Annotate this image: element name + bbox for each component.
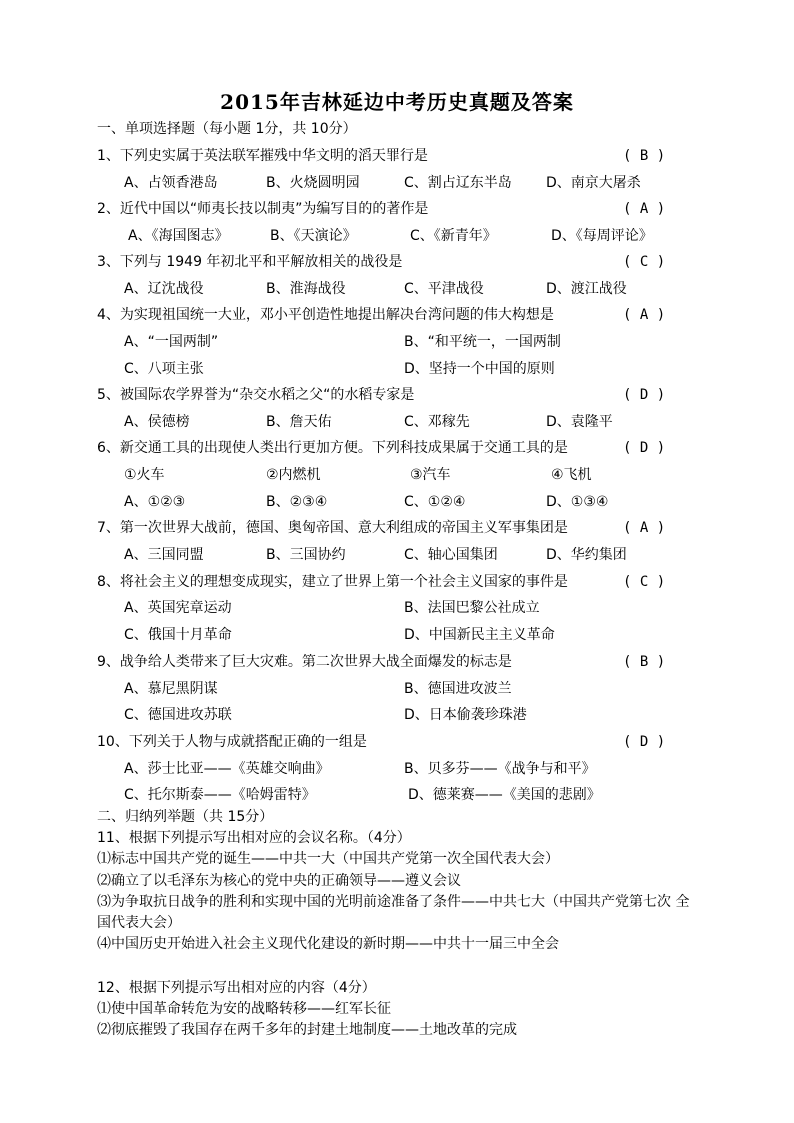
option: B、火烧圆明园 [266, 175, 360, 191]
list-item: ⑴标志中国共产党的诞生——中共一大（中国共产党第一次全国代表大会） [97, 851, 559, 867]
option: A、①②③ [124, 494, 186, 510]
item: ③汽车 [410, 467, 451, 483]
list-item: ⑷中国历史开始进入社会主义现代化建设的新时期——中共十一届三中全会 [97, 936, 559, 952]
answer-4: ( A ) [623, 307, 666, 323]
option: D、中国新民主主义革命 [404, 627, 555, 643]
option: A、慕尼黑阴谋 [124, 681, 218, 697]
option: D、德莱赛——《美国的悲剧》 [408, 787, 601, 803]
option: D、渡江战役 [546, 281, 627, 297]
option: A、侯德榜 [124, 414, 190, 430]
option: B、德国进攻波兰 [404, 681, 512, 697]
list-item: ⑴使中国革命转危为安的战略转移——红军长征 [97, 1001, 391, 1017]
item: ①火车 [124, 467, 165, 483]
option: C、八项主张 [124, 361, 204, 377]
question-4: 4、为实现祖国统一大业，邓小平创造性地提出解决台湾问题的伟大构想是 [97, 307, 554, 323]
answer-7: ( A ) [623, 520, 666, 536]
option: C、《新青年》 [410, 228, 497, 244]
option: D、华约集团 [546, 547, 627, 563]
option: D、日本偷袭珍珠港 [404, 707, 527, 723]
question-2: 2、近代中国以“师夷长技以制夷”为编写目的的著作是 [97, 201, 429, 217]
question-11: 11、根据下列提示写出相对应的会议名称。（4分） [97, 830, 411, 846]
option: D、坚持一个中国的原则 [404, 361, 555, 377]
option: C、俄国十月革命 [124, 627, 232, 643]
list-item: ⑵确立了以毛泽东为核心的党中央的正确领导——遵义会议 [97, 873, 461, 889]
answer-6: ( D ) [623, 440, 666, 456]
answer-9: ( B ) [623, 654, 666, 670]
answer-10: ( D ) [623, 734, 666, 750]
question-5: 5、被国际农学界誉为“杂交水稻之父“的水稻专家是 [97, 387, 415, 403]
question-6: 6、新交通工具的出现使人类出行更加方便。下列科技成果属于交通工具的是 [97, 440, 568, 456]
question-7: 7、第一次世界大战前，德国、奥匈帝国、意大利组成的帝国主义军事集团是 [97, 520, 568, 536]
option: D、袁隆平 [546, 414, 613, 430]
question-1: 1、下列史实属于英法联军摧残中华文明的滔天罪行是 [97, 148, 428, 164]
answer-8: ( C ) [623, 574, 666, 590]
option: A、辽沈战役 [124, 281, 204, 297]
option: A、占领香港岛 [124, 175, 218, 191]
section-heading: 二、归纳列举题（共 15分） [97, 809, 274, 825]
option: B、三国协约 [266, 547, 346, 563]
option: C、邓稼先 [404, 414, 470, 430]
option: C、德国进攻苏联 [124, 707, 232, 723]
question-8: 8、将社会主义的理想变成现实，建立了世界上第一个社会主义国家的事件是 [97, 574, 568, 590]
option: B、“和平统一，一国两制 [404, 334, 561, 350]
item: ④飞机 [551, 467, 592, 483]
answer-1: ( B ) [623, 148, 666, 164]
question-9: 9、战争给人类带来了巨大灾难。第二次世界大战全面爆发的标志是 [97, 654, 512, 670]
option: C、托尔斯泰——《哈姆雷特》 [124, 787, 316, 803]
option: B、法国巴黎公社成立 [404, 600, 540, 616]
list-item: ⑶为争取抗日战争的胜利和实现中国的光明前途准备了条件——中共七大（中国共产党第七次 全 [97, 894, 690, 910]
option: A、“一国两制” [124, 334, 219, 350]
option: D、《每周评论》 [551, 228, 653, 244]
option: D、①③④ [546, 494, 609, 510]
option: A、英国宪章运动 [124, 600, 232, 616]
option: C、①②④ [404, 494, 466, 510]
option: B、詹天佑 [266, 414, 332, 430]
option: C、平津战役 [404, 281, 484, 297]
list-item: ⑵彻底摧毁了我国存在两千多年的封建土地制度——土地改革的完成 [97, 1022, 517, 1038]
option: A、莎士比亚——《英雄交响曲》 [124, 761, 330, 777]
option: C、轴心国集团 [404, 547, 498, 563]
answer-2: ( A ) [623, 201, 666, 217]
option: D、南京大屠杀 [546, 175, 641, 191]
question-3: 3、下列与 1949 年初北平和平解放相关的战役是 [97, 254, 403, 270]
option: B、淮海战役 [266, 281, 346, 297]
option: A、三国同盟 [124, 547, 204, 563]
answer-3: ( C ) [623, 254, 666, 270]
question-10: 10、下列关于人物与成就搭配正确的一组是 [97, 734, 367, 750]
item: ②内燃机 [266, 467, 321, 483]
option: B、贝多芬——《战争与和平》 [404, 761, 596, 777]
option: A、《海国图志》 [128, 228, 229, 244]
option: B、②③④ [266, 494, 328, 510]
list-item: 国代表大会） [97, 915, 181, 931]
answer-5: ( D ) [623, 387, 666, 403]
option: B、《天演论》 [270, 228, 357, 244]
question-12: 12、根据下列提示写出相对应的内容（4分） [97, 980, 376, 996]
section-heading: 一、单项选择题（每小题 1分，共 10分） [97, 121, 357, 137]
document-title: 2015年吉林延边中考历史真题及答案 [220, 90, 574, 114]
option: C、割占辽东半岛 [404, 175, 512, 191]
